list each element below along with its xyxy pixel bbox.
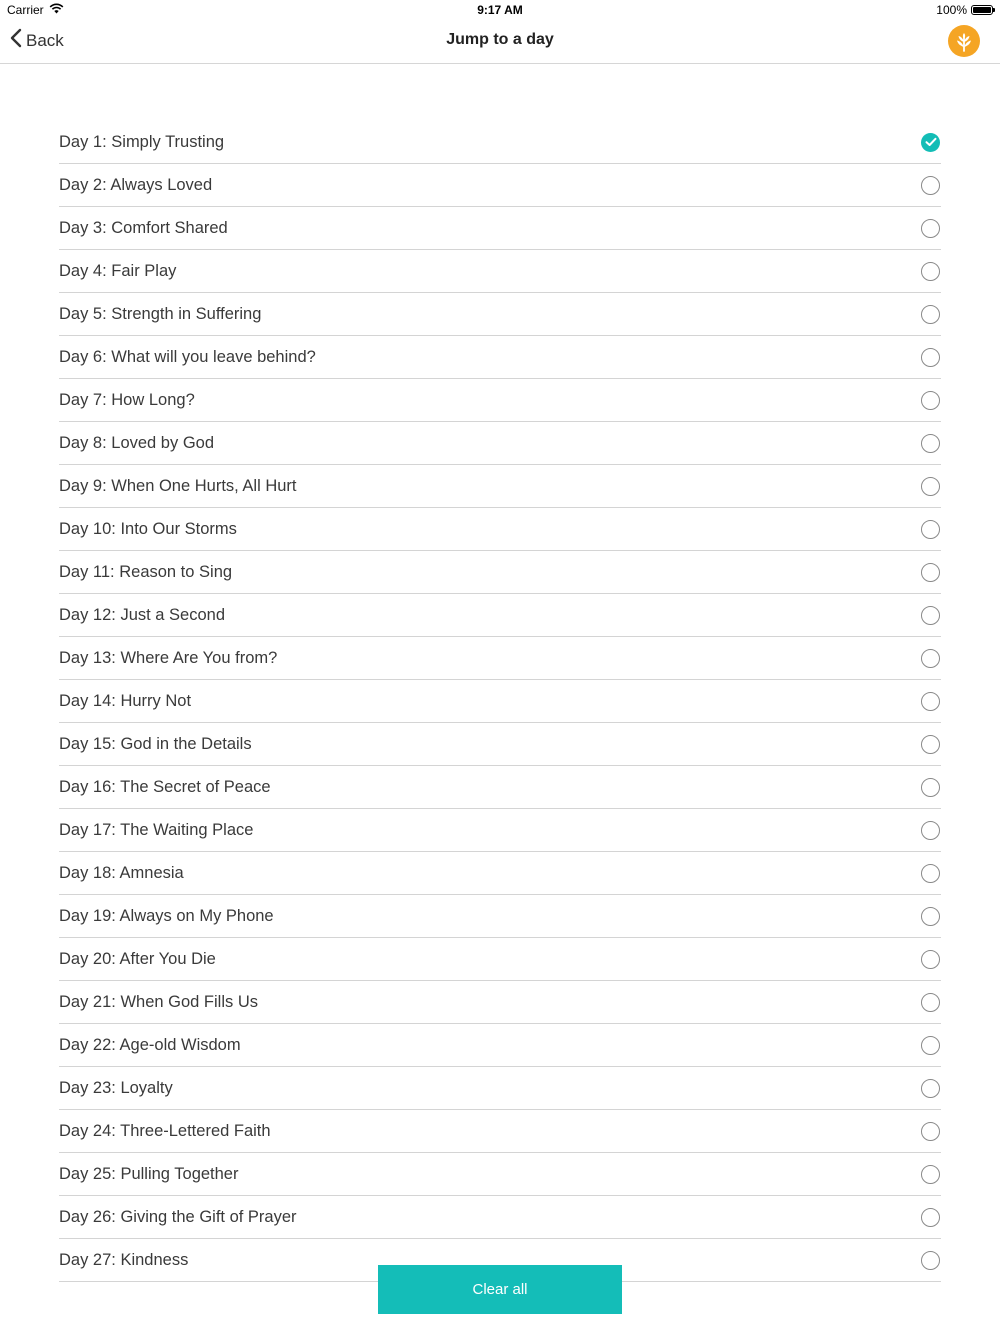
- day-label: Day 26: Giving the Gift of Prayer: [59, 1207, 297, 1226]
- day-row[interactable]: [59, 895, 941, 938]
- wheat-logo-icon[interactable]: [948, 25, 980, 57]
- day-row[interactable]: [59, 422, 941, 465]
- empty-circle-icon[interactable]: [921, 1208, 940, 1227]
- day-label: Day 7: How Long?: [59, 390, 195, 409]
- day-row[interactable]: [59, 1196, 941, 1239]
- day-label: Day 5: Strength in Suffering: [59, 304, 262, 323]
- carrier-label: Carrier: [7, 3, 44, 17]
- day-label: Day 23: Loyalty: [59, 1078, 173, 1097]
- checkmark-circle-icon[interactable]: [921, 133, 940, 152]
- day-label: Day 16: The Secret of Peace: [59, 777, 271, 796]
- day-row[interactable]: [59, 766, 941, 809]
- day-row[interactable]: [59, 938, 941, 981]
- empty-circle-icon[interactable]: [921, 520, 940, 539]
- empty-circle-icon[interactable]: [921, 1251, 940, 1270]
- day-label: Day 4: Fair Play: [59, 261, 177, 280]
- day-row[interactable]: [59, 250, 941, 293]
- day-row[interactable]: [59, 594, 941, 637]
- status-bar: [0, 0, 1000, 20]
- empty-circle-icon[interactable]: [921, 563, 940, 582]
- empty-circle-icon[interactable]: [921, 778, 940, 797]
- day-label: Day 21: When God Fills Us: [59, 992, 258, 1011]
- day-label: Day 2: Always Loved: [59, 175, 213, 194]
- day-label: Day 6: What will you leave behind?: [59, 347, 316, 366]
- day-label: Day 3: Comfort Shared: [59, 218, 228, 237]
- day-row[interactable]: [59, 121, 941, 164]
- day-label: Day 8: Loved by God: [59, 433, 215, 452]
- day-label: Day 14: Hurry Not: [59, 691, 192, 710]
- day-row[interactable]: [59, 852, 941, 895]
- day-label: Day 18: Amnesia: [59, 863, 184, 882]
- day-row[interactable]: [59, 1110, 941, 1153]
- empty-circle-icon[interactable]: [921, 434, 940, 453]
- day-label: Day 12: Just a Second: [59, 605, 226, 624]
- day-row[interactable]: [59, 1024, 941, 1067]
- day-row[interactable]: [59, 981, 941, 1024]
- empty-circle-icon[interactable]: [921, 907, 940, 926]
- day-row[interactable]: [59, 551, 941, 594]
- day-row[interactable]: [59, 336, 941, 379]
- day-label: Day 20: After You Die: [59, 949, 216, 968]
- battery-status: [936, 3, 993, 17]
- day-row[interactable]: [59, 465, 941, 508]
- empty-circle-icon[interactable]: [921, 1036, 940, 1055]
- day-label: Day 1: Simply Trusting: [59, 132, 225, 151]
- day-row[interactable]: [59, 379, 941, 422]
- empty-circle-icon[interactable]: [921, 1079, 940, 1098]
- empty-circle-icon[interactable]: [921, 176, 940, 195]
- empty-circle-icon[interactable]: [921, 262, 940, 281]
- empty-circle-icon[interactable]: [921, 1122, 940, 1141]
- empty-circle-icon[interactable]: [921, 692, 940, 711]
- empty-circle-icon[interactable]: [921, 649, 940, 668]
- day-label: Day 27: Kindness: [59, 1250, 189, 1269]
- empty-circle-icon[interactable]: [921, 821, 940, 840]
- day-row[interactable]: [59, 809, 941, 852]
- day-label: Day 10: Into Our Storms: [59, 519, 237, 538]
- navigation-bar: [0, 20, 1000, 64]
- empty-circle-icon[interactable]: [921, 219, 940, 238]
- status-time: 9:17 AM: [477, 3, 523, 17]
- day-row[interactable]: [59, 1067, 941, 1110]
- empty-circle-icon[interactable]: [921, 391, 940, 410]
- day-label: Day 25: Pulling Together: [59, 1164, 239, 1183]
- day-label: Day 22: Age-old Wisdom: [59, 1035, 241, 1054]
- clear-all-button[interactable]: Clear all: [378, 1265, 622, 1314]
- day-row[interactable]: [59, 680, 941, 723]
- day-label: Day 24: Three-Lettered Faith: [59, 1121, 271, 1140]
- day-label: Day 19: Always on My Phone: [59, 906, 274, 925]
- battery-percent: 100%: [936, 3, 967, 17]
- day-list: [59, 121, 941, 1269]
- page-title: Jump to a day: [446, 31, 554, 48]
- day-row[interactable]: [59, 508, 941, 551]
- empty-circle-icon[interactable]: [921, 606, 940, 625]
- battery-icon: [971, 5, 993, 15]
- day-label: Day 9: When One Hurts, All Hurt: [59, 476, 297, 495]
- day-label: Day 17: The Waiting Place: [59, 820, 254, 839]
- empty-circle-icon[interactable]: [921, 305, 940, 324]
- day-label: Day 15: God in the Details: [59, 734, 252, 753]
- empty-circle-icon[interactable]: [921, 735, 940, 754]
- day-row[interactable]: [59, 723, 941, 766]
- empty-circle-icon[interactable]: [921, 950, 940, 969]
- empty-circle-icon[interactable]: [921, 477, 940, 496]
- day-row[interactable]: [59, 1153, 941, 1196]
- empty-circle-icon[interactable]: [921, 1165, 940, 1184]
- day-label: Day 13: Where Are You from?: [59, 648, 278, 667]
- empty-circle-icon[interactable]: [921, 993, 940, 1012]
- empty-circle-icon[interactable]: [921, 348, 940, 367]
- empty-circle-icon[interactable]: [921, 864, 940, 883]
- day-row[interactable]: [59, 207, 941, 250]
- day-row[interactable]: [59, 637, 941, 680]
- day-row[interactable]: [59, 164, 941, 207]
- day-label: Day 11: Reason to Sing: [59, 562, 233, 581]
- day-row[interactable]: [59, 293, 941, 336]
- back-label: Back: [26, 30, 64, 50]
